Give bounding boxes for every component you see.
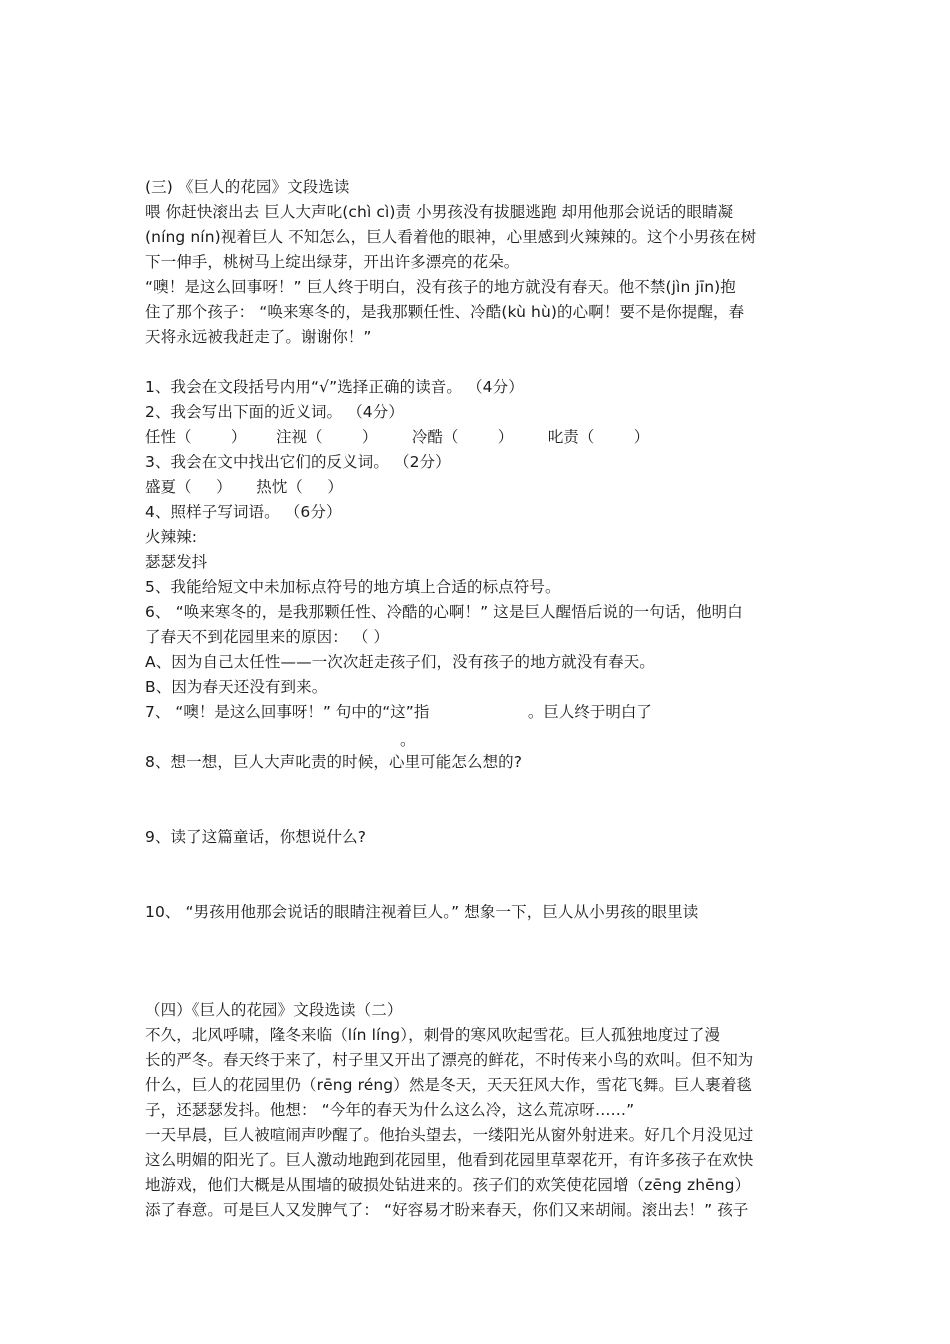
question-2-answers: 任性（ ） 注视（ ） 冷酷（ ） 叱责（ ） <box>145 428 650 446</box>
question-5: 5、我能给短文中未加标点符号的地方填上合适的标点符号。 <box>145 578 561 596</box>
question-7-end-mark: 。 <box>400 731 416 749</box>
section3-title: (三) 《巨人的花园》文段选读 <box>145 178 350 196</box>
question-7: 7、 “噢！是这么回事呀！” 句中的“这”指 。巨人终于明白了 <box>145 703 652 721</box>
question-8: 8、想一想，巨人大声叱责的时候，心里可能怎么想的? <box>145 753 523 771</box>
question-4-item: 瑟瑟发抖 <box>145 553 208 571</box>
question-3: 3、我会在文中找出它们的反义词。 （2分） <box>145 453 451 471</box>
question-6-option-a: A、因为自己太任性——一次次赶走孩子们，没有孩子的地方就没有春天。 <box>145 653 655 671</box>
question-6: 6、 “唤来寒冬的，是我那颗任性、冷酷的心啊！” 这是巨人醒悟后说的一句话，他明白 <box>145 603 743 621</box>
question-6-cont: 了春天不到花园里来的原因： （ ） <box>145 628 390 646</box>
section4-passage-line: 这么明媚的阳光了。巨人激动地跑到花园里，他看到花园里草翠花开，有许多孩子在欢快 <box>145 1151 754 1169</box>
section4-passage-line: 长的严冬。春天终于来了，村子里又开出了漂亮的鲜花，不时传来小鸟的欢叫。但不知为 <box>145 1051 754 1069</box>
question-10: 10、 “男孩用他那会说话的眼睛注视着巨人。” 想象一下，巨人从小男孩的眼里读 <box>145 903 699 921</box>
section3-passage-line: (níng nín)视着巨人 不知怎么，巨人看着他的眼神，心里感到火辣辣的。这个小男孩在树 <box>145 228 757 246</box>
question-3-answers: 盛夏（ ） 热忱（ ） <box>145 478 343 496</box>
question-1: 1、我会在文段括号内用“√”选择正确的读音。 （4分） <box>145 378 524 396</box>
section3-passage-line: 天将永远被我赶走了。谢谢你！” <box>145 328 372 346</box>
question-9: 9、读了这篇童话，你想说什么? <box>145 828 367 846</box>
question-4: 4、照样子写词语。 （6分） <box>145 503 342 521</box>
section3-passage-line: 下一伸手，桃树马上绽出绿芽，开出许多漂亮的花朵。 <box>145 253 520 271</box>
section4-passage-line: 添了春意。可是巨人又发脾气了： “好容易才盼来春天，你们又来胡闹。滚出去！” 孩子 <box>145 1201 749 1219</box>
section3-passage-line: 喂 你赶快滚出去 巨人大声叱(chì cì)责 小男孩没有拔腿逃跑 却用他那会说话的眼睛凝 <box>145 203 734 221</box>
section3-passage-line: “噢！是这么回事呀！” 巨人终于明白，没有孩子的地方就没有春天。他不禁(jìn jīn)抱 <box>145 278 736 296</box>
section4-title: （四）《巨人的花园》文段选读（二） <box>145 1001 403 1019</box>
section4-passage-line: 子，还瑟瑟发抖。他想： “今年的春天为什么这么冷，这么荒凉呀……” <box>145 1101 635 1119</box>
section4-passage-line: 一天早晨，巨人被喧闹声吵醒了。他抬头望去，一缕阳光从窗外射进来。好几个月没见过 <box>145 1126 754 1144</box>
question-6-option-b: B、因为春天还没有到来。 <box>145 678 328 696</box>
question-4-example: 火辣辣: <box>145 528 198 546</box>
question-2: 2、我会写出下面的近义词。 （4分） <box>145 403 404 421</box>
section4-passage-line: 地游戏，他们大概是从围墙的破损处钻进来的。孩子们的欢笑使花园增（zēng zhēng） <box>145 1176 751 1194</box>
section3-passage-line: 住了那个孩子： “唤来寒冬的，是我那颗任性、冷酷(kù hù)的心啊！要不是你提醒，春 <box>145 303 745 321</box>
section4-passage-line: 什么，巨人的花园里仍（rēng réng）然是冬天，天天狂风大作，雪花飞舞。巨人裹着毯 <box>145 1076 753 1094</box>
section4-passage-line: 不久，北风呼啸，隆冬来临（lín líng），刺骨的寒风吹起雪花。巨人孤独地度过了漫 <box>145 1026 721 1044</box>
